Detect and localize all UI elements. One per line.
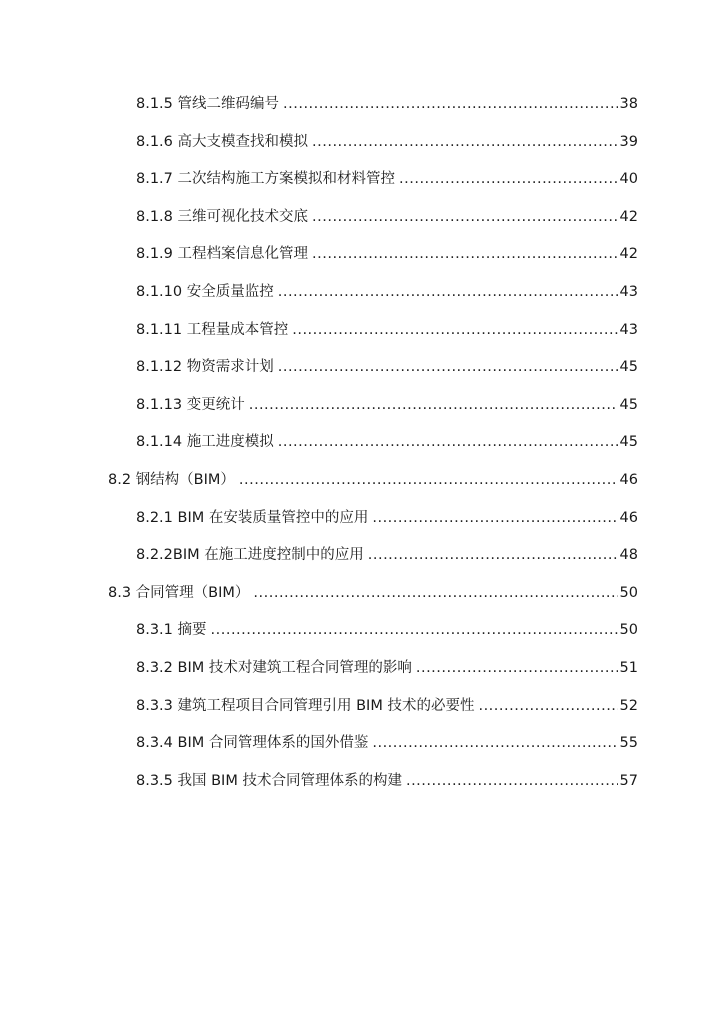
- toc-entry-title: 8.3.2 BIM 技术对建筑工程合同管理的影响: [136, 660, 412, 676]
- toc-dot-leader: [278, 280, 618, 304]
- toc-entry-title: 8.3.1 摘要: [136, 622, 207, 638]
- toc-dot-leader: [372, 731, 617, 755]
- toc-entry-title: 8.2.2BIM 在施工进度控制中的应用: [136, 547, 364, 563]
- toc-page-number: 43: [619, 284, 638, 300]
- toc-page-number: 57: [619, 773, 638, 789]
- toc-entry-title: 8.1.12 物资需求计划: [136, 359, 274, 375]
- toc-entry-title: 8.3.4 BIM 合同管理体系的国外借鉴: [136, 735, 369, 751]
- toc-entry-title: 8.1.11 工程量成本管控: [136, 322, 289, 338]
- toc-entry[interactable]: [136, 656, 638, 680]
- toc-dot-leader: [312, 205, 618, 229]
- toc-entry[interactable]: [136, 694, 638, 718]
- toc-dot-leader: [253, 581, 617, 605]
- toc-entry[interactable]: [136, 731, 638, 755]
- toc-dot-leader: [239, 468, 618, 492]
- toc-page-number: 55: [619, 735, 638, 751]
- toc-entry-title: 8.1.14 施工进度模拟: [136, 434, 274, 450]
- toc-dot-leader: [399, 167, 618, 191]
- toc-entry[interactable]: [136, 393, 638, 417]
- toc-page-number: 38: [619, 96, 638, 112]
- toc-entry[interactable]: [136, 543, 638, 567]
- toc-dot-leader: [249, 393, 618, 417]
- toc-entry[interactable]: [136, 506, 638, 530]
- toc-dot-leader: [292, 318, 617, 342]
- toc-entry-title: 8.2.1 BIM 在安装质量管控中的应用: [136, 510, 369, 526]
- toc-page-number: 46: [619, 510, 638, 526]
- toc-page-number: 51: [619, 660, 638, 676]
- toc-entry[interactable]: [136, 355, 638, 379]
- toc-page-number: 39: [619, 134, 638, 150]
- toc-entry[interactable]: [136, 318, 638, 342]
- toc-entry[interactable]: [108, 581, 638, 605]
- toc-entry-title: 8.3.3 建筑工程项目合同管理引用 BIM 技术的必要性: [136, 698, 475, 714]
- toc-entry[interactable]: [136, 618, 638, 642]
- toc-page-number: 52: [619, 698, 638, 714]
- toc-page-number: 40: [619, 171, 638, 187]
- toc-dot-leader: [478, 694, 617, 718]
- toc-page-number: 50: [619, 622, 638, 638]
- toc-page-number: 42: [619, 246, 638, 262]
- toc-entry[interactable]: [136, 167, 638, 191]
- toc-entry[interactable]: [136, 769, 638, 793]
- toc-entry[interactable]: [136, 92, 638, 116]
- toc-entry-title: 8.1.13 变更统计: [136, 397, 245, 413]
- toc-entry-title: 8.1.10 安全质量监控: [136, 284, 274, 300]
- toc-dot-leader: [312, 242, 618, 266]
- toc-dot-leader: [368, 543, 618, 567]
- toc-entry[interactable]: [136, 242, 638, 266]
- toc-page-number: 46: [619, 472, 638, 488]
- toc-entry-title: 8.1.5 管线二维码编号: [136, 96, 280, 112]
- toc-entry-title: 8.1.8 三维可视化技术交底: [136, 209, 309, 225]
- toc-page-number: 45: [619, 434, 638, 450]
- toc-page-number: 45: [619, 397, 638, 413]
- toc-page-number: 48: [619, 547, 638, 563]
- toc-entry[interactable]: [136, 130, 638, 154]
- toc-dot-leader: [372, 506, 617, 530]
- toc-dot-leader: [283, 92, 618, 116]
- toc-dot-leader: [211, 618, 618, 642]
- toc-page-number: 45: [619, 359, 638, 375]
- toc-dot-leader: [278, 355, 618, 379]
- toc-dot-leader: [312, 130, 618, 154]
- toc-dot-leader: [278, 430, 618, 454]
- toc-entry[interactable]: [108, 468, 638, 492]
- toc-page-number: 42: [619, 209, 638, 225]
- toc-entry-title: 8.3 合同管理（BIM）: [108, 585, 250, 601]
- toc-dot-leader: [416, 656, 618, 680]
- toc-dot-leader: [406, 769, 618, 793]
- toc-entry[interactable]: [136, 205, 638, 229]
- toc-entry[interactable]: [136, 280, 638, 304]
- toc-entry-title: 8.1.6 高大支模查找和模拟: [136, 134, 309, 150]
- toc-entry-title: 8.2 钢结构（BIM）: [108, 472, 235, 488]
- toc-page-number: 50: [619, 585, 638, 601]
- toc-entry-title: 8.3.5 我国 BIM 技术合同管理体系的构建: [136, 773, 402, 789]
- toc-entry-title: 8.1.9 工程档案信息化管理: [136, 246, 309, 262]
- toc-entry-title: 8.1.7 二次结构施工方案模拟和材料管控: [136, 171, 396, 187]
- toc-entry[interactable]: [136, 430, 638, 454]
- toc-page-number: 43: [619, 322, 638, 338]
